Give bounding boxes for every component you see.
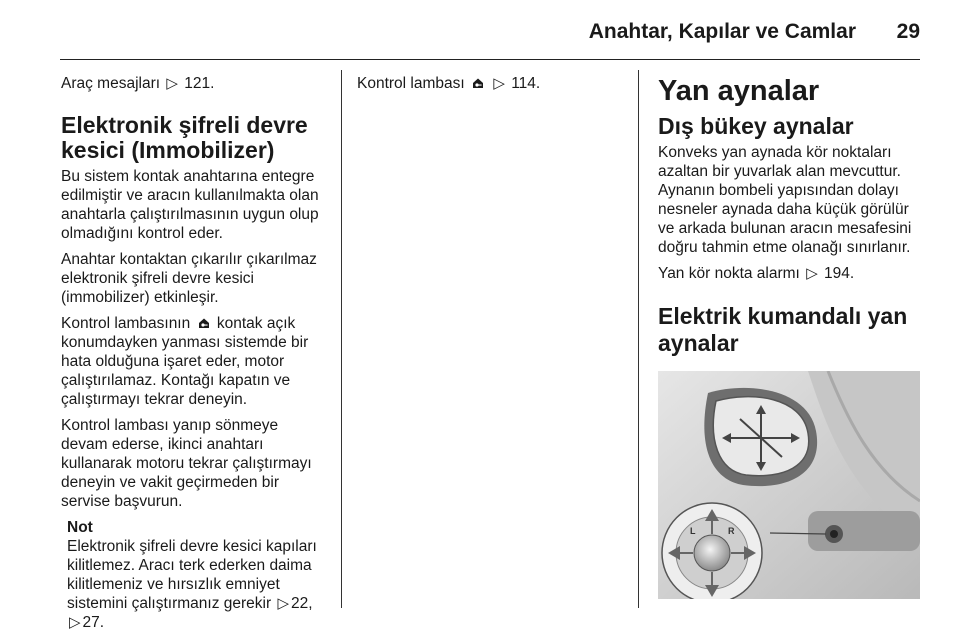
column-3 <box>658 74 923 599</box>
column-divider-1 <box>341 70 342 608</box>
column-1 <box>61 74 327 632</box>
page-number: 29 <box>896 20 920 43</box>
note-text: Elektronik şifreli devre kesici kapıları kilitlemez. Aracı terk ederken daima kilitlemeniz ve hırsızlık emniyet sistemini çalıştırmanız gerekir <box>67 538 317 612</box>
paragraph: Kontrol lambası yanıp sönmeye devam ederse, ikinci anahtarı kullanarak motoru tekrar çalıştırmayı deneyin ve vakit geçirmeden bir servise başvurun. <box>61 417 312 510</box>
blind-spot-line: Yan kör nokta alarmı ▷ 194. <box>658 265 855 282</box>
ref-arrow-icon: ▷ <box>806 265 818 282</box>
intro-line: Araç mesajları ▷ 121. <box>61 75 215 92</box>
ref-arrow-icon: ▷ <box>166 75 178 92</box>
page-header <box>60 16 920 60</box>
note-box <box>61 518 327 632</box>
ref-arrow-icon: ▷ <box>277 595 289 612</box>
paragraph: Konveks yan aynada kör noktaları azaltan bir yuvarlak alan mevcuttur. Aynanın bombeli yapısından dolayı nesneler aynada daha küçük görülür ve arkada bulunan aracın mesafesini doğru tahmin etme olanağı sınırlanır. <box>658 144 912 256</box>
ref-arrow-icon: ▷ <box>69 614 81 631</box>
ref-link-27[interactable]: 27. <box>82 614 105 631</box>
note-title: Not <box>67 519 93 536</box>
mirror-right-label: R <box>728 526 735 536</box>
mirror-illustration <box>658 371 920 599</box>
ref-link-22[interactable]: 22, <box>291 595 313 612</box>
ref-arrow-icon: ▷ <box>493 75 505 92</box>
subheading-convex-mirrors: Dış bükey aynalar <box>658 113 854 139</box>
mirror-left-label: L <box>690 526 696 536</box>
control-lamp-line: Kontrol lambası ▷ 114. <box>357 75 541 92</box>
ref-link-114[interactable]: 114. <box>511 75 541 92</box>
column-divider-2 <box>638 70 639 608</box>
immobilizer-lamp-icon <box>197 317 211 329</box>
paragraph: Anahtar kontaktan çıkarılır çıkarılmaz elektronik şifreli devre kesici (immobilizer) etkinleşir. <box>61 251 317 306</box>
subheading-electric-mirrors: Elektrik kumandalı yan aynalar <box>658 303 908 356</box>
mirror-control-photo <box>658 371 920 599</box>
column-2 <box>357 74 617 100</box>
ref-link-121[interactable]: 121. <box>184 75 215 92</box>
section-heading-immobilizer: Elektronik şifreli devre kesici (Immobilizer) <box>61 112 308 163</box>
paragraph: Bu sistem kontak anahtarına entegre edilmiştir ve aracın kullanılmakta olan anahtarla çalıştırılmasının uygun olup olmadığını kontrol eder. <box>61 168 319 242</box>
immobilizer-lamp-icon <box>471 77 485 89</box>
ref-link-194[interactable]: 194. <box>824 265 855 282</box>
header-title: Anahtar, Kapılar ve Camlar <box>588 20 856 43</box>
section-heading-side-mirrors: Yan aynalar <box>658 75 820 107</box>
paragraph-lamp: Kontrol lambasının kontak açık konumdayken yanması sistemde bir hata olduğuna işaret eder, motor çalıştırılamaz. Kontağı kapatın ve çalıştırmayı tekrar deneyin. <box>61 315 309 408</box>
